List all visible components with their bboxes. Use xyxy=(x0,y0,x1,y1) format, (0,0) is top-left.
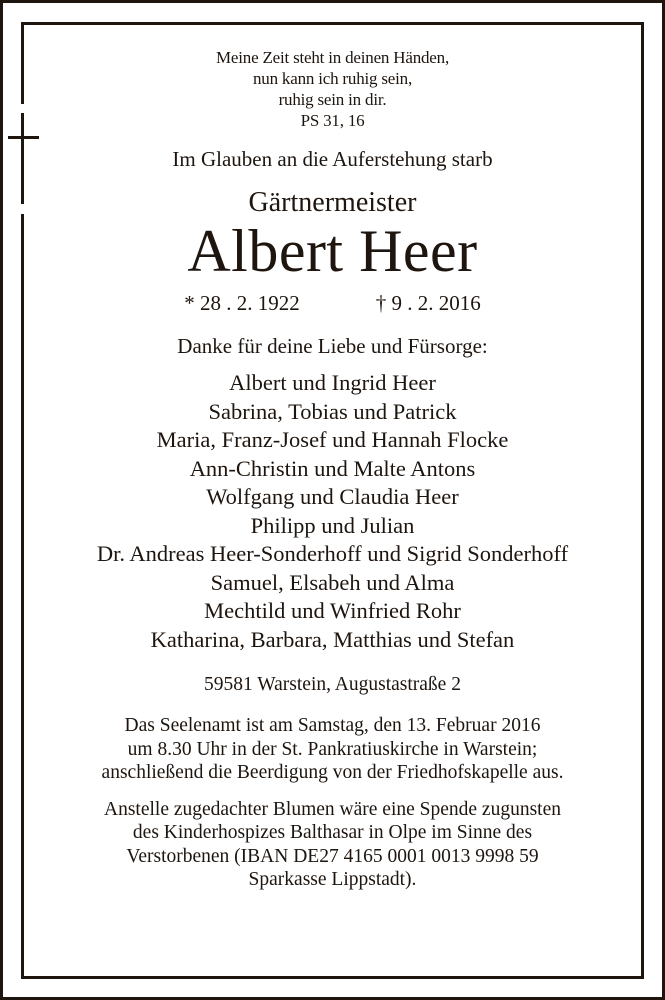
mourner-line: Samuel, Elsabeh und Alma xyxy=(210,569,455,595)
verse-reference: PS 31, 16 xyxy=(300,111,365,130)
donation-line: des Kinderhospizes Balthasar in Olpe im Sinne des xyxy=(132,822,533,843)
verse-line: Meine Zeit steht in deinen Händen, xyxy=(215,48,450,67)
mourner-line: Wolfgang und Claudia Heer xyxy=(206,484,459,509)
service-info xyxy=(24,714,641,785)
verse-line: ruhig sein in dir. xyxy=(278,90,387,109)
thanks-text: Danke für deine Liebe und Fürsorge: xyxy=(177,334,488,358)
mourner-line: Katharina, Barbara, Matthias und Stefan xyxy=(150,626,515,652)
obituary-notice xyxy=(24,25,641,892)
bible-verse xyxy=(24,47,641,131)
life-dates xyxy=(24,290,641,316)
donation-line: Anstelle zugedachter Blumen wäre eine Spende zugunsten xyxy=(103,798,561,820)
family-address: 59581 Warstein, Augustastraße 2 xyxy=(204,674,461,695)
mourner-line: Philipp und Julian xyxy=(250,512,415,538)
verse-line: nun kann ich ruhig sein, xyxy=(252,69,413,88)
donation-info xyxy=(24,798,641,892)
deceased-name: Albert Heer xyxy=(187,218,478,284)
birth-date: * 28 . 2. 1922 xyxy=(184,291,300,315)
mourner-line: Maria, Franz-Josef und Hannah Flocke xyxy=(156,427,509,452)
mourner-line: Sabrina, Tobias und Patrick xyxy=(208,398,457,424)
service-line: anschließend die Beerdigung von der Friedhofskapelle aus. xyxy=(101,762,564,783)
service-line: Das Seelenamt ist am Samstag, den 13. Februar 2016 xyxy=(124,715,541,736)
mourner-line: Mechtild und Winfried Rohr xyxy=(204,598,461,623)
deceased-title: Gärtnermeister xyxy=(248,187,417,218)
donation-line: Sparkasse Lippstadt). xyxy=(248,869,417,890)
mourners-list xyxy=(24,369,641,654)
death-date: † 9 . 2. 2016 xyxy=(375,291,481,315)
intro-text: Im Glauben an die Auferstehung starb xyxy=(172,147,493,171)
mourner-line: Ann-Christin und Malte Antons xyxy=(189,455,476,481)
mourner-line: Albert und Ingrid Heer xyxy=(229,370,436,395)
mourner-line: Dr. Andreas Heer-Sonderhoff und Sigrid Sonderhoff xyxy=(96,541,569,566)
donation-line: Verstorbenen (IBAN DE27 4165 0001 0013 9998 59 xyxy=(126,845,539,867)
service-line: um 8.30 Uhr in der St. Pankratiuskirche in Warstein; xyxy=(127,738,538,760)
